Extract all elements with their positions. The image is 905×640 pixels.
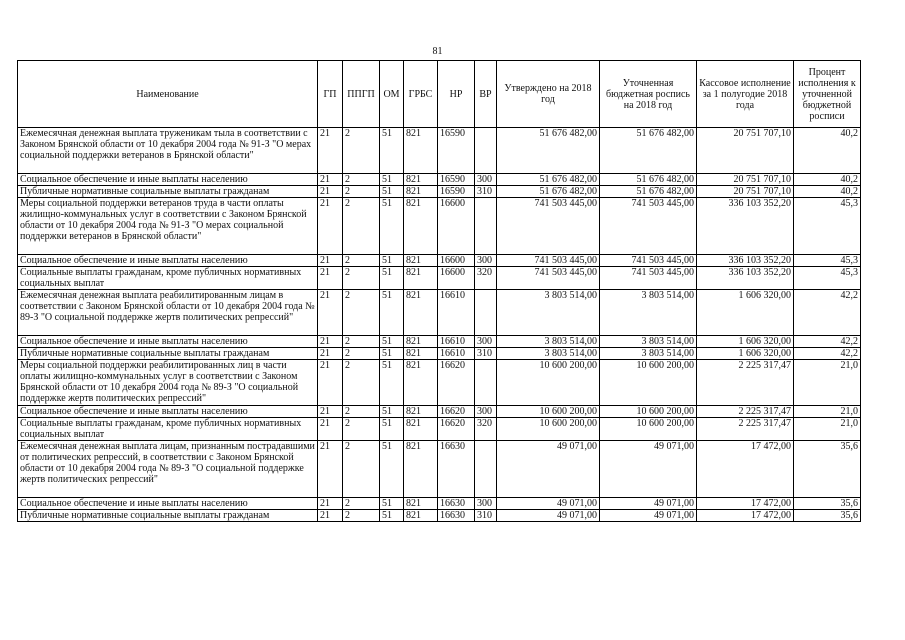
cell-gp: 21 (318, 406, 343, 418)
cell-vr (475, 360, 497, 406)
cell-approved: 10 600 200,00 (497, 406, 600, 418)
cell-ppgp: 2 (343, 360, 380, 406)
cell-grbs: 821 (404, 418, 438, 441)
cell-refined: 10 600 200,00 (600, 360, 697, 406)
cell-cash: 17 472,00 (697, 498, 794, 510)
table-row (18, 510, 861, 522)
cell-name: Публичные нормативные социальные выплаты гражданам (18, 186, 318, 198)
cell-vr: 320 (475, 418, 497, 441)
cell-approved: 51 676 482,00 (497, 174, 600, 186)
cell-name: Ежемесячная денежная выплата лицам, признанным пострадавшими от политических репрессий, в соответствии с Законом Брянской области от 10 декабря 2004 года № 89-З "О социальной поддержке жертв политических репрессий" (18, 441, 318, 498)
header-om: ОМ (380, 61, 404, 128)
cell-nr: 16610 (438, 336, 475, 348)
cell-vr: 310 (475, 348, 497, 360)
cell-name: Социальное обеспечение и иные выплаты населению (18, 174, 318, 186)
cell-percent: 40,2 (794, 128, 861, 174)
cell-grbs: 821 (404, 348, 438, 360)
cell-cash: 336 103 352,20 (697, 255, 794, 267)
cell-percent: 45,3 (794, 267, 861, 290)
cell-om: 51 (380, 406, 404, 418)
cell-grbs: 821 (404, 406, 438, 418)
cell-nr: 16620 (438, 418, 475, 441)
cell-cash: 336 103 352,20 (697, 198, 794, 255)
cell-ppgp: 2 (343, 128, 380, 174)
table-body (18, 128, 861, 522)
cell-nr: 16630 (438, 498, 475, 510)
cell-vr (475, 290, 497, 336)
header-nr: НР (438, 61, 475, 128)
cell-cash: 1 606 320,00 (697, 336, 794, 348)
table-row (18, 360, 861, 406)
cell-refined: 49 071,00 (600, 510, 697, 522)
cell-name: Социальные выплаты гражданам, кроме публичных нормативных социальных выплат (18, 267, 318, 290)
table-row (18, 441, 861, 498)
cell-nr: 16600 (438, 267, 475, 290)
cell-refined: 3 803 514,00 (600, 290, 697, 336)
cell-ppgp: 2 (343, 348, 380, 360)
cell-percent: 21,0 (794, 360, 861, 406)
cell-grbs: 821 (404, 498, 438, 510)
cell-cash: 1 606 320,00 (697, 348, 794, 360)
table-row (18, 336, 861, 348)
cell-grbs: 821 (404, 198, 438, 255)
cell-grbs: 821 (404, 336, 438, 348)
cell-ppgp: 2 (343, 174, 380, 186)
cell-percent: 35,6 (794, 441, 861, 498)
cell-approved: 51 676 482,00 (497, 128, 600, 174)
cell-grbs: 821 (404, 255, 438, 267)
cell-ppgp: 2 (343, 290, 380, 336)
cell-cash: 20 751 707,10 (697, 186, 794, 198)
header-gp: ГП (318, 61, 343, 128)
cell-percent: 42,2 (794, 348, 861, 360)
cell-om: 51 (380, 186, 404, 198)
cell-approved: 741 503 445,00 (497, 198, 600, 255)
cell-approved: 3 803 514,00 (497, 336, 600, 348)
cell-vr: 300 (475, 498, 497, 510)
cell-gp: 21 (318, 174, 343, 186)
cell-vr (475, 198, 497, 255)
cell-nr: 16620 (438, 360, 475, 406)
cell-om: 51 (380, 348, 404, 360)
cell-ppgp: 2 (343, 267, 380, 290)
cell-nr: 16610 (438, 290, 475, 336)
cell-name: Социальное обеспечение и иные выплаты населению (18, 498, 318, 510)
page-number: 81 (432, 46, 443, 57)
cell-approved: 49 071,00 (497, 441, 600, 498)
cell-gp: 21 (318, 441, 343, 498)
cell-refined: 741 503 445,00 (600, 198, 697, 255)
cell-ppgp: 2 (343, 441, 380, 498)
cell-approved: 3 803 514,00 (497, 290, 600, 336)
cell-refined: 51 676 482,00 (600, 128, 697, 174)
cell-refined: 3 803 514,00 (600, 348, 697, 360)
cell-gp: 21 (318, 360, 343, 406)
cell-om: 51 (380, 418, 404, 441)
cell-refined: 10 600 200,00 (600, 418, 697, 441)
cell-cash: 2 225 317,47 (697, 406, 794, 418)
cell-vr (475, 128, 497, 174)
cell-gp: 21 (318, 255, 343, 267)
cell-name: Публичные нормативные социальные выплаты гражданам (18, 510, 318, 522)
cell-refined: 51 676 482,00 (600, 186, 697, 198)
cell-gp: 21 (318, 267, 343, 290)
cell-ppgp: 2 (343, 255, 380, 267)
cell-vr: 310 (475, 510, 497, 522)
table-row (18, 267, 861, 290)
cell-om: 51 (380, 128, 404, 174)
cell-grbs: 821 (404, 186, 438, 198)
cell-nr: 16630 (438, 441, 475, 498)
cell-gp: 21 (318, 128, 343, 174)
cell-nr: 16590 (438, 174, 475, 186)
cell-percent: 45,3 (794, 198, 861, 255)
cell-gp: 21 (318, 498, 343, 510)
cell-name: Меры социальной поддержки реабилитированных лиц в части оплаты жилищно-коммунальных услуг в соответствии с Законом Брянской области от 10 декабря 2004 года № 89-З "О социальной поддержке жертв политических репрессий" (18, 360, 318, 406)
cell-grbs: 821 (404, 128, 438, 174)
cell-percent: 42,2 (794, 336, 861, 348)
budget-table (17, 60, 861, 522)
table-row (18, 498, 861, 510)
cell-nr: 16590 (438, 128, 475, 174)
header-approved: Утверждено на 2018 год (497, 61, 600, 128)
cell-om: 51 (380, 336, 404, 348)
cell-gp: 21 (318, 510, 343, 522)
header-name: Наименование (18, 61, 318, 128)
cell-name: Ежемесячная денежная выплата труженикам тыла в соответствии с Законом Брянской области от 10 декабря 2004 года № 91-З "О мерах социальной поддержки ветеранов в Брянской области" (18, 128, 318, 174)
cell-name: Социальное обеспечение и иные выплаты населению (18, 336, 318, 348)
cell-vr: 310 (475, 186, 497, 198)
cell-approved: 49 071,00 (497, 498, 600, 510)
cell-approved: 741 503 445,00 (497, 255, 600, 267)
cell-name: Социальное обеспечение и иные выплаты населению (18, 406, 318, 418)
cell-om: 51 (380, 498, 404, 510)
cell-grbs: 821 (404, 441, 438, 498)
cell-approved: 10 600 200,00 (497, 418, 600, 441)
cell-approved: 51 676 482,00 (497, 186, 600, 198)
cell-refined: 49 071,00 (600, 498, 697, 510)
cell-grbs: 821 (404, 267, 438, 290)
cell-gp: 21 (318, 348, 343, 360)
cell-percent: 21,0 (794, 418, 861, 441)
cell-refined: 51 676 482,00 (600, 174, 697, 186)
cell-gp: 21 (318, 418, 343, 441)
header-grbs: ГРБС (404, 61, 438, 128)
header-cash: Кассовое исполнение за 1 полугодие 2018 года (697, 61, 794, 128)
cell-om: 51 (380, 267, 404, 290)
cell-cash: 2 225 317,47 (697, 418, 794, 441)
table-row (18, 418, 861, 441)
cell-refined: 49 071,00 (600, 441, 697, 498)
cell-nr: 16610 (438, 348, 475, 360)
table-row (18, 186, 861, 198)
cell-om: 51 (380, 290, 404, 336)
cell-vr: 300 (475, 255, 497, 267)
cell-gp: 21 (318, 336, 343, 348)
table-row (18, 174, 861, 186)
cell-name: Публичные нормативные социальные выплаты гражданам (18, 348, 318, 360)
cell-refined: 741 503 445,00 (600, 267, 697, 290)
cell-percent: 21,0 (794, 406, 861, 418)
cell-vr: 320 (475, 267, 497, 290)
table-row (18, 198, 861, 255)
cell-ppgp: 2 (343, 418, 380, 441)
cell-nr: 16600 (438, 198, 475, 255)
table-row (18, 290, 861, 336)
cell-name: Социальное обеспечение и иные выплаты населению (18, 255, 318, 267)
cell-vr (475, 441, 497, 498)
header-row (18, 61, 861, 128)
header-refined: Уточненная бюджетная роспись на 2018 год (600, 61, 697, 128)
cell-percent: 35,6 (794, 510, 861, 522)
cell-nr: 16600 (438, 255, 475, 267)
cell-approved: 741 503 445,00 (497, 267, 600, 290)
cell-approved: 49 071,00 (497, 510, 600, 522)
cell-gp: 21 (318, 198, 343, 255)
header-vr: ВР (475, 61, 497, 128)
cell-ppgp: 2 (343, 510, 380, 522)
cell-refined: 741 503 445,00 (600, 255, 697, 267)
table-row (18, 128, 861, 174)
cell-name: Социальные выплаты гражданам, кроме публичных нормативных социальных выплат (18, 418, 318, 441)
cell-grbs: 821 (404, 360, 438, 406)
cell-nr: 16630 (438, 510, 475, 522)
cell-name: Ежемесячная денежная выплата реабилитированным лицам в соответствии с Законом Брянской области от 10 декабря 2004 года № 89-З "О социальной поддержке жертв политических репрессий" (18, 290, 318, 336)
cell-ppgp: 2 (343, 336, 380, 348)
cell-ppgp: 2 (343, 198, 380, 255)
header-ppgp: ППГП (343, 61, 380, 128)
cell-om: 51 (380, 174, 404, 186)
cell-vr: 300 (475, 406, 497, 418)
table-row (18, 406, 861, 418)
cell-ppgp: 2 (343, 406, 380, 418)
cell-vr: 300 (475, 174, 497, 186)
cell-cash: 2 225 317,47 (697, 360, 794, 406)
cell-refined: 10 600 200,00 (600, 406, 697, 418)
cell-name: Меры социальной поддержки ветеранов труда в части оплаты жилищно-коммунальных услуг в соответствии с Законом Брянской области от 10 декабря 2004 года № 91-З "О мерах социальной поддержки ветеранов в Брянской области" (18, 198, 318, 255)
cell-cash: 1 606 320,00 (697, 290, 794, 336)
cell-om: 51 (380, 198, 404, 255)
cell-percent: 40,2 (794, 174, 861, 186)
cell-grbs: 821 (404, 174, 438, 186)
cell-om: 51 (380, 510, 404, 522)
cell-om: 51 (380, 360, 404, 406)
cell-cash: 20 751 707,10 (697, 128, 794, 174)
cell-vr: 300 (475, 336, 497, 348)
cell-gp: 21 (318, 186, 343, 198)
cell-nr: 16590 (438, 186, 475, 198)
cell-cash: 20 751 707,10 (697, 174, 794, 186)
cell-nr: 16620 (438, 406, 475, 418)
cell-cash: 336 103 352,20 (697, 267, 794, 290)
cell-om: 51 (380, 255, 404, 267)
cell-approved: 10 600 200,00 (497, 360, 600, 406)
header-percent: Процент исполнения к уточненной бюджетной росписи (794, 61, 861, 128)
cell-gp: 21 (318, 290, 343, 336)
cell-approved: 3 803 514,00 (497, 348, 600, 360)
cell-cash: 17 472,00 (697, 510, 794, 522)
cell-percent: 35,6 (794, 498, 861, 510)
cell-om: 51 (380, 441, 404, 498)
cell-grbs: 821 (404, 290, 438, 336)
cell-percent: 42,2 (794, 290, 861, 336)
cell-cash: 17 472,00 (697, 441, 794, 498)
table-row (18, 255, 861, 267)
cell-refined: 3 803 514,00 (600, 336, 697, 348)
cell-ppgp: 2 (343, 498, 380, 510)
cell-grbs: 821 (404, 510, 438, 522)
cell-ppgp: 2 (343, 186, 380, 198)
cell-percent: 40,2 (794, 186, 861, 198)
cell-percent: 45,3 (794, 255, 861, 267)
table-row (18, 348, 861, 360)
